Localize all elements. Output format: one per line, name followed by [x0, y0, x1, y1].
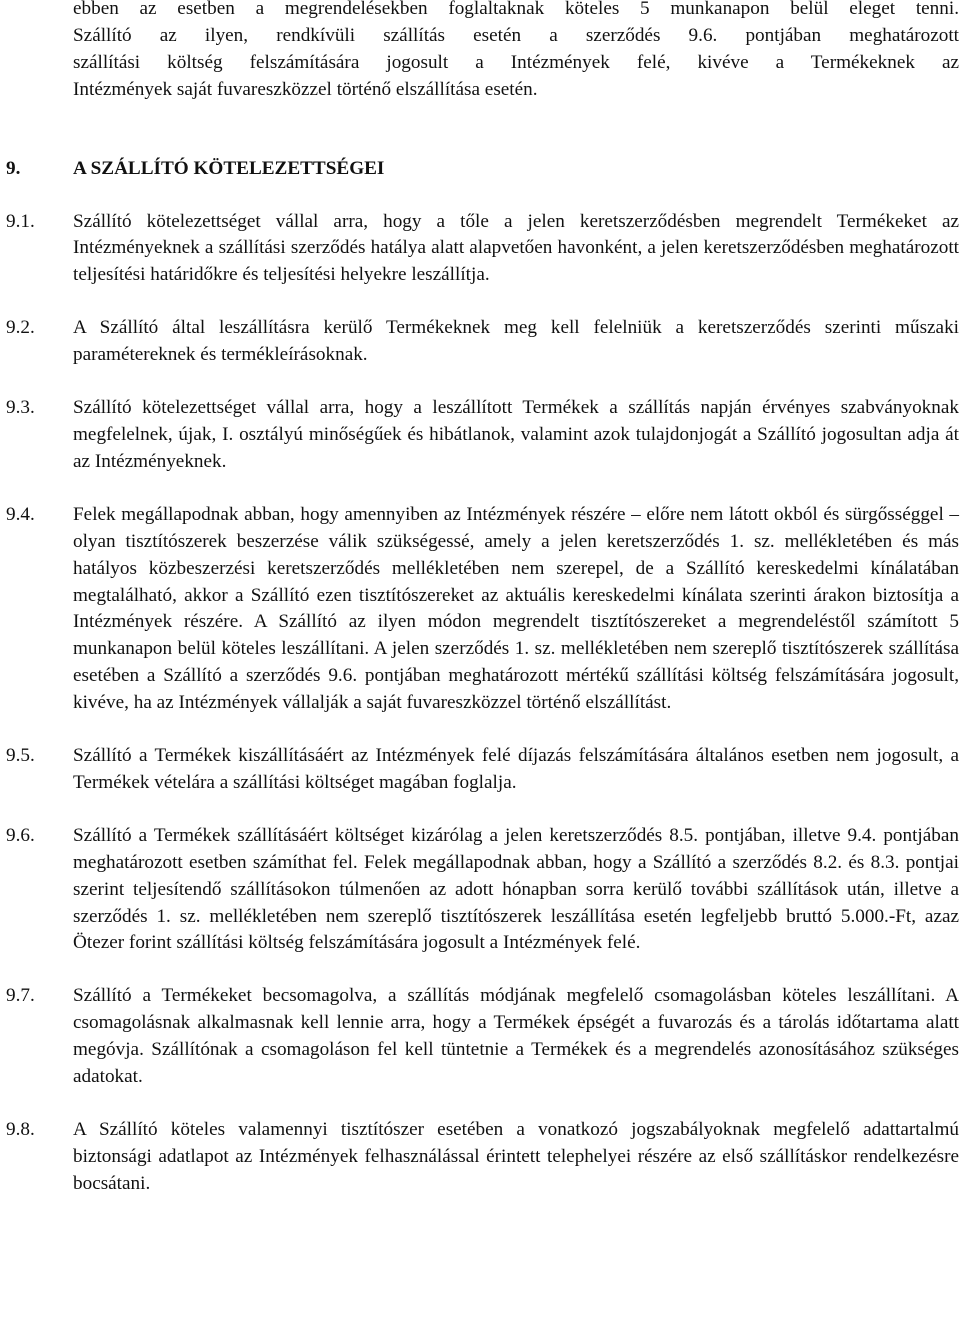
- intro-line: ebben az esetben a megrendelésekben foglaltaknak köteles 5 munkanapon belül eleget tenni.: [73, 0, 959, 19]
- paragraph-number: 9.2.: [6, 317, 35, 339]
- paragraph-9-4: [6, 502, 960, 717]
- paragraph-9-3: [6, 395, 960, 476]
- paragraph-text: Felek megállapodnak abban, hogy amennyiben az Intézmények részére – előre nem látott okból és sürgősséggel – olyan tisztítószerek beszerzése válik szükségessé, amely a jelen keretszerződés 1. sz. mellékletében és más hatályos közbeszerzési keretszerződés mellékletében nem szerepel, de a Szállító kereskedelmi kínálatában megtalálható, akkor a Szállító ezen tisztítószereket az aktuális kereskedelmi kínálata szerinti árakon biztosítja a Intézmények részére. A Szállító az ilyen módon megrendelt tisztítószereket a megrendeléstől számított 5 munkanapon belül köteles leszállítani. A jelen szerződés 1. sz. mellékletében nem szereplő tisztítószerek szállítása esetében a Szállító a szerződés 9.6. pontjában meghatározott mértékű szállítási költség felszámítására jogosult, kivéve, ha az Intézmények vállalják a saját fuvareszközzel történő elszállítást.: [73, 503, 959, 714]
- intro-line: szállítási költség felszámítására jogosult a Intézmények felé, kivéve a Termékeknek az: [73, 51, 959, 73]
- paragraph-9-2: [6, 315, 960, 369]
- paragraph-number: 9.1.: [6, 210, 35, 232]
- paragraph-text: A Szállító köteles valamennyi tisztítószer esetében a vonatkozó jogszabályoknak megfelelő adattartalmú biztonsági adatlapot az Intézmények felhasználással érintett telephelyei részére az első szállításkor rendelkezésre bocsátani.: [73, 1119, 959, 1194]
- paragraph-text: Szállító a Termékeket becsomagolva, a szállítás módjának megfelelő csomagolásban köteles leszállítani. A csomagolásnak alkalmasnak kell lennie arra, hogy a Termékek épségét a fuvarozás és a tárolás időtartama alatt megóvja. Szállítónak a csomagoláson fel kell tüntetnie a Termékek és a megrendelés azonosításához szükséges adatokat.: [73, 985, 959, 1088]
- paragraph-number: 9.5.: [6, 745, 35, 767]
- paragraph-text: Szállító a Termékek kiszállításáért az Intézmények felé díjazás felszámítására általános esetben nem jogosult, a Termékek vételára a szállítási költséget magában foglalja.: [73, 745, 959, 793]
- paragraph-text: A Szállító által leszállításra kerülő Termékeknek meg kell felelniük a keretszerződés szerinti műszaki paramétereknek és termékleírásoknak.: [73, 317, 959, 366]
- paragraph-number: 9.6.: [6, 824, 35, 846]
- paragraph-9-7: [6, 983, 960, 1091]
- section-heading: [6, 156, 960, 183]
- paragraph-number: 9.4.: [6, 503, 35, 525]
- paragraph-text: Szállító a Termékek szállításáért költséget kizárólag a jelen keretszerződés 8.5. pontjában, illetve 9.4. pontjában meghatározott esetben számíthat fel. Felek megállapodnak abban, hogy a Szállító a szerződés 8.2. és 8.3. pontjai szerint teljesítendő szállításokon túlmenően az adott hónapban sorra kerülő további szállítások után, illetve a szerződés 1. sz. mellékletében nem szereplő tisztítószerek leszállítása esetén legfeljebb bruttó 5.000.-Ft, azaz Ötezer forint szállítási költség felszámítására jogosult a Intézmények felé.: [73, 824, 959, 954]
- paragraph-number: 9.8.: [6, 1119, 35, 1140]
- paragraph-9-1: [6, 209, 960, 290]
- paragraph-text: Szállító kötelezettséget vállal arra, hogy a leszállított Termékek a szállítás napján érvényes szabványoknak megfelelnek, újak, I. osztályú minőségűek és hibátlanok, valamint azok tulajdonjogát a Szállító jogosultan adja át az Intézményeknek.: [73, 397, 959, 472]
- intro-paragraph: [73, 0, 959, 104]
- section-title: A SZÁLLÍTÓ KÖTELEZETTSÉGEI: [73, 157, 385, 179]
- intro-line: Szállító az ilyen, rendkívüli szállítás esetén a szerződés 9.6. pontjában meghatározott: [73, 24, 959, 46]
- paragraph-9-5: [6, 743, 960, 797]
- paragraph-number: 9.7.: [6, 985, 35, 1007]
- paragraph-9-6: [6, 823, 960, 958]
- intro-line: Intézmények saját fuvareszközzel történő elszállítása esetén.: [73, 78, 538, 100]
- paragraph-text: Szállító kötelezettséget vállal arra, hogy a tőle a jelen keretszerződésben megrendelt Termékeket az Intézményeknek a szállítási szerződés hatálya alatt alapvetően havonként, a jelen keretszerződésben meghatározott teljesítési határidőkre és teljesítési helyekre leszállítja.: [73, 210, 959, 286]
- paragraph-number: 9.3.: [6, 397, 35, 419]
- section-number: 9.: [6, 157, 21, 179]
- paragraph-9-8: [6, 1117, 960, 1198]
